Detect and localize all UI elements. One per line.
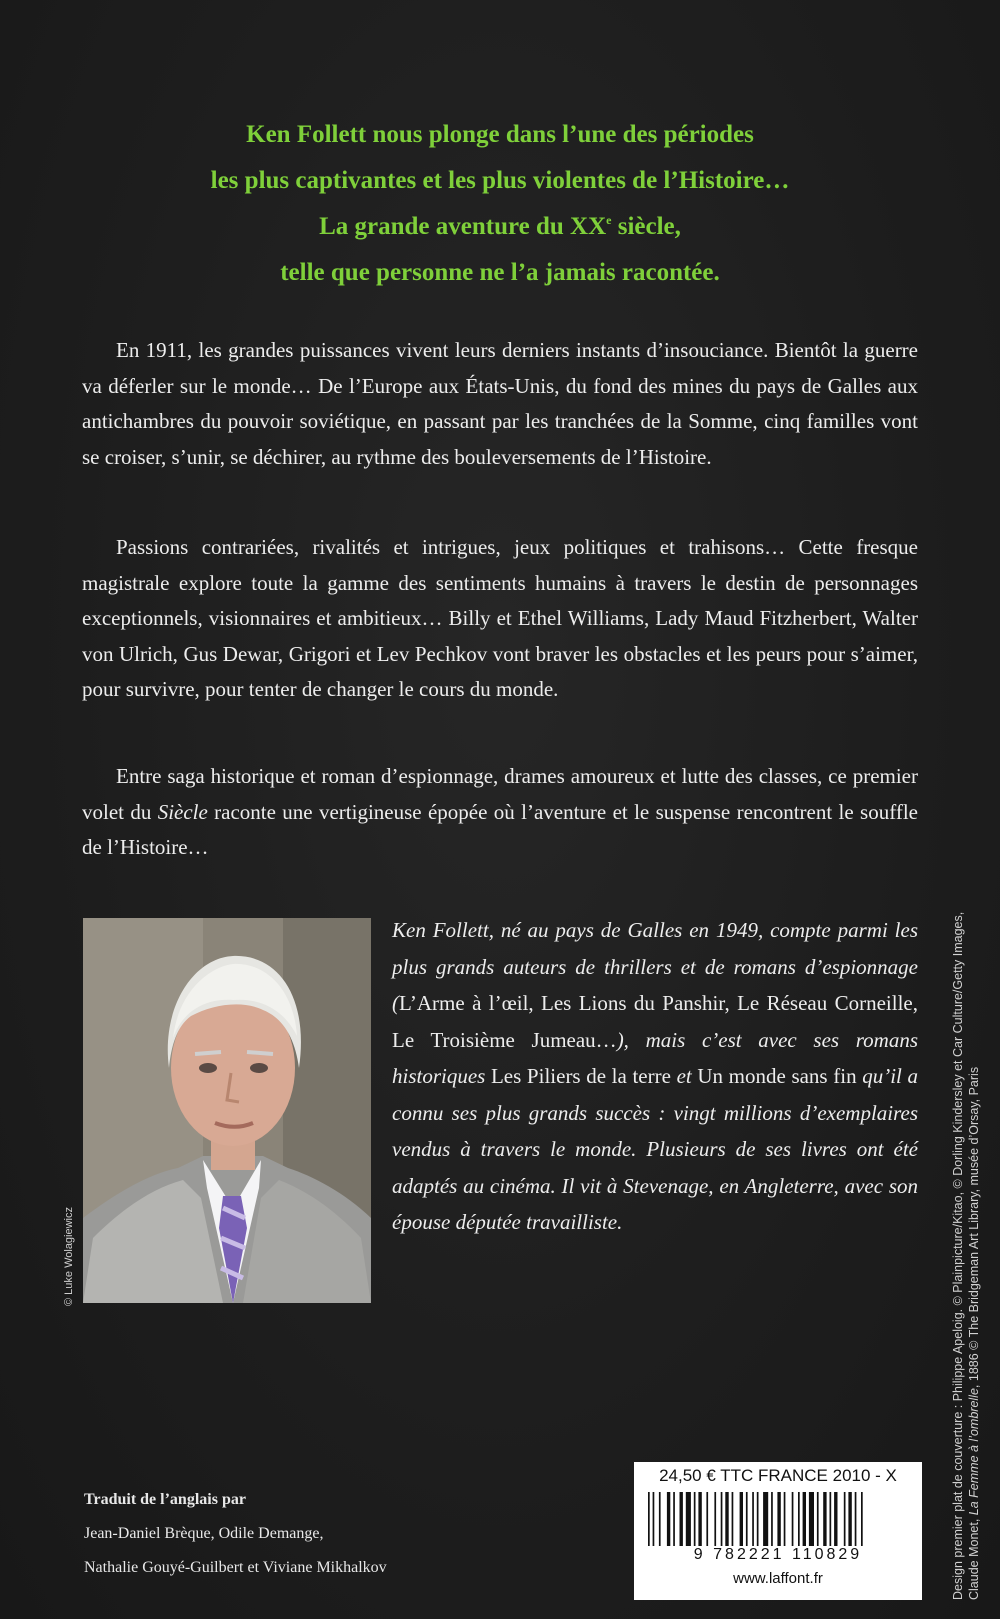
translator-names: Jean-Daniel Brèque, Odile Demange, <box>84 1525 324 1542</box>
barcode-bar <box>861 1492 863 1546</box>
barcode-bar <box>694 1492 696 1546</box>
paragraph-text-part: Entre saga historique et roman d’espionnage, drames amoureux et lutte des classes, ce premier volet du <box>82 764 918 824</box>
bio-text: qu’il a connu ses plus grands succès : vingt millions d’exemplaires vendus à travers le monde. Plusieurs de ses livres ont été adaptés au cinéma. Il vit à Stevenage, en Angleterre, avec son épouse députée travailliste. <box>392 1064 919 1234</box>
barcode-bar <box>817 1492 819 1546</box>
cover-credit-line <box>966 912 982 1600</box>
century-superscript: e <box>606 213 612 227</box>
barcode-bar <box>809 1492 814 1546</box>
publisher-website: www.laffont.fr <box>733 1570 823 1587</box>
tagline-line: les plus captivantes et les plus violentes de l’Histoire… <box>210 167 790 194</box>
bio-text: et <box>670 1064 698 1088</box>
cover-design-credits <box>950 912 982 1600</box>
price-label: 24,50 € TTC FRANCE 2010 - X <box>659 1466 897 1485</box>
barcode-bar <box>667 1492 670 1546</box>
barcode-bar <box>844 1492 846 1546</box>
synopsis-paragraph-1 <box>82 333 918 475</box>
barcode-bar <box>803 1492 806 1546</box>
barcode-bar <box>823 1492 826 1546</box>
author-photo <box>83 918 371 1303</box>
barcode-bar <box>673 1492 675 1546</box>
cover-credit-line: Design premier plat de couverture : Philippe Apeloig. © Plainpicture/Kitao, © Dorling Kindersley et Car Culture/Getty Images, <box>951 911 965 1600</box>
barcode-bar <box>777 1492 780 1546</box>
barcode-bar <box>792 1492 794 1546</box>
photo-credit: © Luke Wolagiewicz <box>63 1207 75 1306</box>
barcode-bar <box>763 1492 768 1546</box>
paragraph-text: En 1911, les grandes puissances vivent leurs derniers instants d’insouciance. Bientôt la guerre va déferler sur le monde… De l’Europe aux États-Unis, du fond des mines du pays de Galles aux antichambres du pouvoir soviétique, en passant par les tranchées de la Somme, cinq familles vont se croiser, s’unir, se déchirer, au rythme des bouleversements de l’Histoire. <box>82 338 918 469</box>
synopsis-paragraph-3 <box>82 759 918 866</box>
barcode-block <box>634 1462 922 1600</box>
tagline <box>90 112 910 296</box>
isbn-number: 9 782221 110829 <box>693 1546 863 1563</box>
barcode-bar <box>848 1492 851 1546</box>
barcode-bar <box>721 1492 723 1546</box>
barcode-bar <box>855 1492 857 1546</box>
barcode-bar <box>752 1492 754 1546</box>
bio-text: ), mais c’est avec ses romans historiques <box>392 1027 918 1088</box>
barcode-bar <box>659 1492 661 1546</box>
barcode-bar <box>706 1492 708 1546</box>
barcode-bar <box>757 1492 759 1546</box>
translator-credits <box>84 1483 387 1585</box>
barcode-bar <box>648 1492 650 1546</box>
author-portrait-illustration <box>83 918 371 1303</box>
series-title: Siècle <box>157 799 208 824</box>
barcode-bar <box>680 1492 683 1546</box>
barcode-bar <box>732 1492 734 1546</box>
author-biography <box>392 912 918 1241</box>
barcode-bar <box>771 1492 773 1546</box>
cover-credit-text: , 1886 © The Bridgeman Art Library, musée d’Orsay, Paris <box>967 1066 981 1389</box>
barcode-bar <box>784 1492 786 1546</box>
paragraph-text: Passions contrariées, rivalités et intrigues, jeux politiques et trahisons… Cette fresque magistrale explore toute la gamme des sentiments humains à travers le destin de personnages exceptionnels, visionnaires et ambitieux… Billy et Ethel Williams, Lady Maud Fitzherbert, Walter von Ulrich, Gus Dewar, Grigori et Lev Pechkov vont braver les obstacles et les peurs pour s’aimer, pour survivre, pour tenter de changer le cours du monde. <box>82 535 918 701</box>
barcode-bar <box>740 1492 743 1546</box>
paragraph-text <box>82 759 918 866</box>
tagline-line <box>90 204 910 250</box>
barcode-bar <box>698 1492 701 1546</box>
synopsis-paragraph-2 <box>82 530 918 708</box>
book-title: Un monde sans fin <box>697 1064 857 1088</box>
book-titles: L’Arme à l’œil, Les Lions du Panshir, Le Réseau Corneille, Le Troisième Jumeau… <box>392 991 918 1052</box>
tagline-text: siècle, <box>611 213 681 240</box>
bio-text: Ken Follett, né au pays de Galles en 1949, compte parmi les plus grands auteurs de thrillers et de romans d’espionnage ( <box>392 918 918 1015</box>
barcode-bar <box>834 1492 837 1546</box>
translator-names: Nathalie Gouyé-Guilbert et Viviane Mikhalkov <box>84 1559 387 1576</box>
painting-title: La Femme à l’ombrelle <box>967 1388 981 1516</box>
tagline-text: La grande aventure du XX <box>319 213 607 240</box>
barcode-bar <box>798 1492 800 1546</box>
book-title: Les Piliers de la terre <box>490 1064 671 1088</box>
barcode-bar <box>746 1492 748 1546</box>
barcode-bar <box>686 1492 691 1546</box>
tagline-line: telle que personne ne l’a jamais racontée. <box>280 259 720 286</box>
tagline-line: Ken Follett nous plonge dans l’une des périodes <box>246 121 754 148</box>
barcode-icon <box>646 1492 910 1546</box>
barcode-bar <box>653 1492 655 1546</box>
barcode-bar <box>830 1492 832 1546</box>
translator-label: Traduit de l’anglais par <box>84 1491 246 1508</box>
barcode-bar <box>725 1492 728 1546</box>
barcode-bar <box>714 1492 716 1546</box>
cover-credit-text: Claude Monet, <box>967 1515 981 1600</box>
paragraph-text-part: raconte une vertigineuse épopée où l’aventure et le suspense rencontrent le souffle de l’Histoire… <box>82 799 918 859</box>
